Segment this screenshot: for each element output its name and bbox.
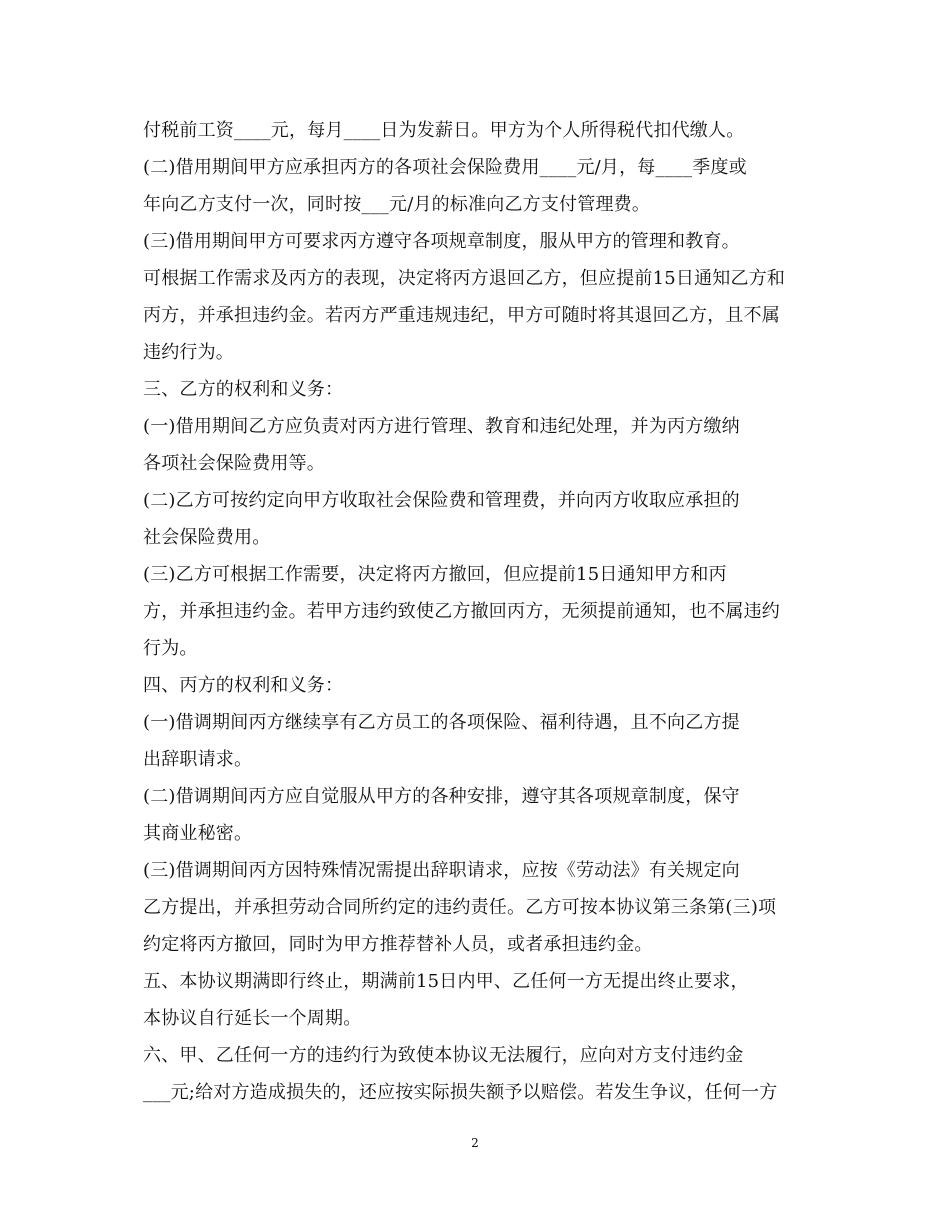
text-line: (一)借调期间丙方继续享有乙方员工的各项保险、福利待遇，且不向乙方提	[143, 712, 740, 733]
text-line: (二)借调期间丙方应自觉服从甲方的各种安排，遵守其各项规章制度，保守	[143, 786, 740, 807]
text-line: ___元;给对方造成损失的，还应按实际损失额予以赔偿。若发生争议，任何一方	[143, 1082, 778, 1103]
text-line: 违约行为。	[143, 342, 234, 363]
text-line: 五、本协议期满即行终止，期满前15日内甲、乙任何一方无提出终止要求，	[143, 971, 749, 992]
section-heading-line: 三、乙方的权利和义务：	[143, 379, 344, 400]
text-line: 年向乙方支付一次，同时按___元/月的标准向乙方支付管理费。	[143, 194, 651, 215]
text-line: 约定将丙方撤回，同时为甲方推荐替补人员，或者承担违约金。	[143, 934, 653, 955]
section-heading-line: 四、丙方的权利和义务：	[143, 675, 344, 696]
text-line: (二)借用期间甲方应承担丙方的各项社会保险费用____元/月，每____季度或	[143, 157, 747, 178]
text-line: (三)借调期间丙方因特殊情况需提出辞职请求，应按《劳动法》有关规定向	[143, 860, 740, 881]
text-line: 方，并承担违约金。若甲方违约致使乙方撤回丙方，无须提前通知，也不属违约	[143, 601, 780, 622]
text-line: (三)借用期间甲方可要求丙方遵守各项规章制度，服从甲方的管理和教育。	[143, 231, 740, 252]
document-body	[143, 112, 807, 1111]
text-line: 可根据工作需求及丙方的表现，决定将丙方退回乙方，但应提前15日通知乙方和	[143, 268, 786, 289]
text-line: 出辞职请求。	[143, 749, 253, 770]
text-line: 各项社会保险费用等。	[143, 453, 325, 474]
text-line: 本协议自行延长一个周期。	[143, 1008, 362, 1029]
text-line: (三)乙方可根据工作需要，决定将丙方撤回，但应提前15日通知甲方和丙	[143, 564, 727, 585]
text-line: 行为。	[143, 638, 198, 659]
text-line: 其商业秘密。	[143, 823, 253, 844]
text-line: 六、甲、乙任何一方的违约行为致使本协议无法履行，应向对方支付违约金	[143, 1045, 744, 1066]
text-line: 丙方，并承担违约金。若丙方严重违规违纪，甲方可随时将其退回乙方，且不属	[143, 305, 780, 326]
page-number: 2	[471, 1136, 479, 1150]
text-line: 乙方提出，并承担劳动合同所约定的违约责任。乙方可按本协议第三条第(三)项	[143, 897, 777, 918]
text-line: 付税前工资____元，每月____日为发薪日。甲方为个人所得税代扣代缴人。	[143, 120, 745, 141]
text-line: (二)乙方可按约定向甲方收取社会保险费和管理费，并向丙方收取应承担的	[143, 490, 740, 511]
text-line: 社会保险费用。	[143, 527, 271, 548]
text-line: (一)借用期间乙方应负责对丙方进行管理、教育和违纪处理，并为丙方缴纳	[143, 416, 740, 437]
